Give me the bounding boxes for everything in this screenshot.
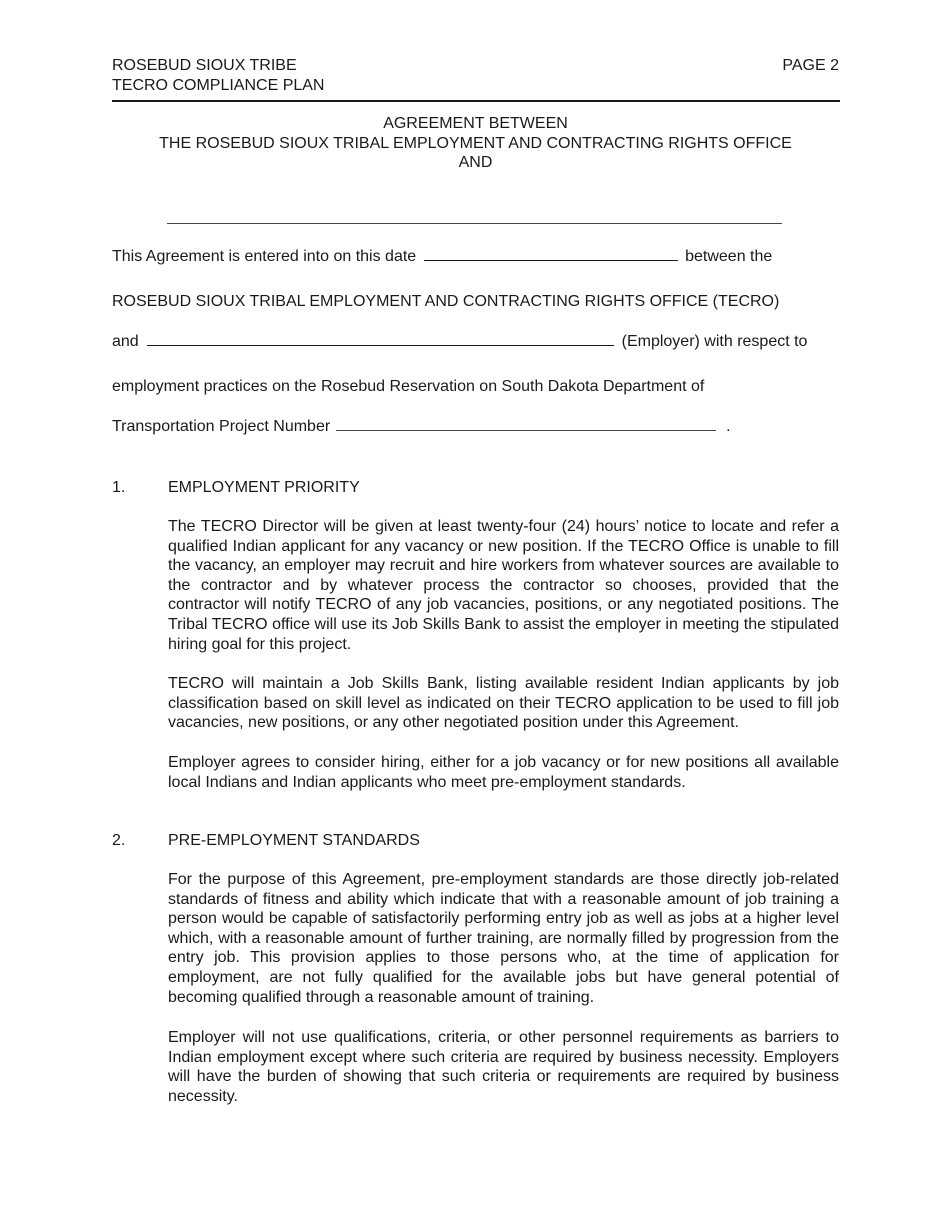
practices-line: employment practices on the Rosebud Reservation on South Dakota Department of [112,378,705,395]
title-line-2: THE ROSEBUD SIOUX TRIBAL EMPLOYMENT AND CONTRACTING RIGHTS OFFICE [159,134,792,152]
section-number: 2. [112,832,126,849]
project-suffix: . [726,418,731,435]
paragraph: Employer agrees to consider hiring, either for a job vacancy or for new positions all available local Indians and Indian applicants who meet pre-employment standards. [168,754,839,791]
header-divider [112,100,840,102]
paragraph: The TECRO Director will be given at least twenty-four (24) hours’ notice to locate and refer a qualified Indian applicant for any vacancy or new position. If the TECRO Office is unable to fill the vacancy, an employer may recruit and hire workers from whatever sources are available to the contractor and by whatever process the contractor so chooses, provided that the contractor will notify TECRO of any job vacancies, positions, or any negotiated positions. The Tribal TECRO office will use its Job Skills Bank to assist the employer in meeting the stipulated hiring goal for this project. [168,518,839,653]
project-prefix: Transportation Project Number [112,418,331,435]
employer-suffix: (Employer) with respect to [621,333,808,350]
office-line: ROSEBUD SIOUX TRIBAL EMPLOYMENT AND CONTRACTING RIGHTS OFFICE (TECRO) [112,293,780,310]
header-org: ROSEBUD SIOUX TRIBE [112,57,297,74]
employer-field[interactable] [147,331,614,346]
section-number: 1. [112,479,126,496]
agreement-title [112,114,839,173]
page-number: PAGE 2 [782,57,839,74]
date-prefix: This Agreement is entered into on this date [112,248,417,265]
date-field[interactable] [424,246,678,261]
project-line [112,416,731,437]
section-title: EMPLOYMENT PRIORITY [168,479,360,496]
title-line-3: AND [458,154,493,171]
section-title: PRE-EMPLOYMENT STANDARDS [168,832,420,849]
date-line [112,246,772,267]
date-suffix: between the [685,248,773,265]
employer-prefix: and [112,333,139,350]
party-name-blank[interactable] [167,223,782,224]
paragraph: Employer will not use qualifications, criteria, or other personnel requirements as barriers to Indian employment except where such criteria are required by business necessity. Employers will have the burden of showing that such criteria or requirements are required by business necessity. [168,1029,839,1105]
title-line-1: AGREEMENT BETWEEN [383,115,568,132]
paragraph: TECRO will maintain a Job Skills Bank, listing available resident Indian applicants by job classification based on skill level as indicated on their TECRO application to be used to fill job vacancies, new positions, or any other negotiated position under this Agreement. [168,675,839,732]
paragraph: For the purpose of this Agreement, pre-employment standards are those directly job-related standards of fitness and ability which indicate that with a reasonable amount of job training a person would be capable of satisfactorily performing entry job as well as jobs at a higher level which, with a reasonable amount of further training, are normally filled by progression from the entry job. This provision applies to those persons who, at the time of application for employment, are not fully qualified for the available jobs but have general potential of becoming qualified through a reasonable amount of training. [168,871,839,1006]
page-header [112,56,839,96]
project-number-field[interactable] [336,416,716,431]
header-plan: TECRO COMPLIANCE PLAN [112,77,325,94]
employer-line [112,331,807,352]
